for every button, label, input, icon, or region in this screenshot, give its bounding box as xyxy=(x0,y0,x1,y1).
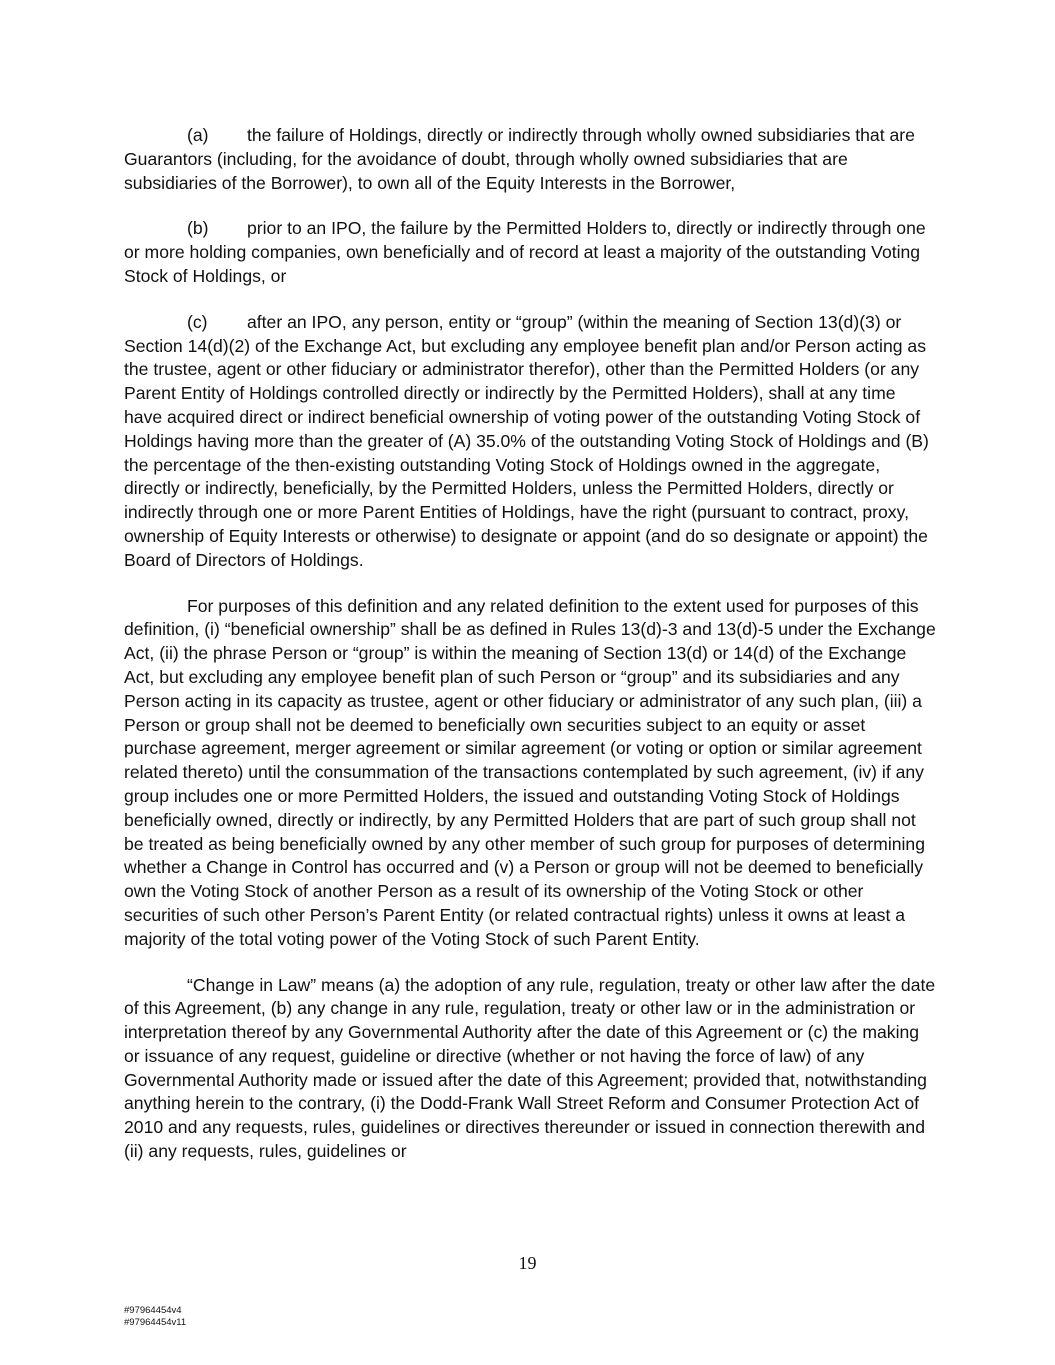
doc-id-1: #97964454v4 xyxy=(124,1305,182,1316)
document-body xyxy=(124,124,936,1186)
paragraph-item-c xyxy=(124,311,936,573)
item-text-a: the failure of Holdings, directly or indirectly through wholly owned subsidiaries that are Guarantors (including, for the avoidance of doubt, through wholly owned subsidiaries that are subsidiaries of the Borrower), to own all of the Equity Interests in the Borrower, xyxy=(124,125,915,193)
item-text-c: after an IPO, any person, entity or “group” (within the meaning of Section 13(d)(3) or Section 14(d)(2) of the Exchange Act, but excluding any employee benefit plan and/or Person acting as the trustee, agent or other fiduciary or administrator therefor), other than the Permitted Holders (or any Parent Entity of Holdings controlled directly or indirectly by the Permitted Holders), shall at any time have acquired direct or indirect beneficial ownership of voting power of the outstanding Voting Stock of Holdings having more than the greater of (A) 35.0% of the outstanding Voting Stock of Holdings and (B) the percentage of the then-existing outstanding Voting Stock of Holdings owned in the aggregate, directly or indirectly, beneficially, by the Permitted Holders, unless the Permitted Holders, directly or indirectly through one or more Parent Entities of Holdings, have the right (pursuant to contract, proxy, ownership of Equity Interests or otherwise) to designate or appoint (and do so designate or appoint) the Board of Directors of Holdings. xyxy=(124,311,929,570)
page-number: 19 xyxy=(518,1253,537,1273)
item-marker-b: (b) xyxy=(187,218,209,239)
document-ids xyxy=(124,1305,186,1329)
paragraph-item-a xyxy=(124,124,936,195)
item-marker-c: (c) xyxy=(187,311,208,332)
paragraph-change-in-law: “Change in Law” means (a) the adoption of any rule, regulation, treaty or other law after the date of this Agreement, (b) any change in any rule, regulation, treaty or other law or in the administration or interpretation thereof by any Governmental Authority after the date of this Agreement or (c) the making or issuance of any request, guideline or directive (whether or not having the force of law) of any Governmental Authority made or issued after the date of this Agreement; provided that, notwithstanding anything herein to the contrary, (i) the Dodd-Frank Wall Street Reform and Consumer Protection Act of 2010 and any requests, rules, guidelines or directives thereunder or issued in connection therewith and (ii) any requests, rules, guidelines or xyxy=(124,974,936,1162)
paragraph-item-b xyxy=(124,217,936,288)
item-text-b: prior to an IPO, the failure by the Permitted Holders to, directly or indirectly through one or more holding companies, own beneficially and of record at least a majority of the outstanding Voting Stock of Holdings, or xyxy=(124,218,926,286)
item-marker-a: (a) xyxy=(187,125,209,145)
doc-id-2: #97964454v11 xyxy=(124,1317,187,1328)
paragraph-purposes: For purposes of this definition and any related definition to the extent used for purposes of this definition, (i) “beneficial ownership” shall be as defined in Rules 13(d)-3 and 13(d)-5 under the Exchange Act, (ii) the phrase Person or “group” is within the meaning of Section 13(d) or 14(d) of the Exchange Act, but excluding any employee benefit plan of such Person or “group” and its subsidiaries and any Person acting in its capacity as trustee, agent or other fiduciary or administrator of any such plan, (iii) a Person or group shall not be deemed to beneficially own securities subject to an equity or asset purchase agreement, merger agreement or similar agreement (or voting or option or similar agreement related thereto) until the consummation of the transactions contemplated by such agreement, (iv) if any group includes one or more Permitted Holders, the issued and outstanding Voting Stock of Holdings beneficially owned, directly or indirectly, by any Permitted Holders that are part of such group shall not be treated as being beneficially owned by any other member of such group for purposes of determining whether a Change in Control has occurred and (v) a Person or group will not be deemed to beneficially own the Voting Stock of another Person as a result of its ownership of the Voting Stock or other securities of such other Person’s Parent Entity (or related contractual rights) unless it owns at least a majority of the total voting power of the Voting Stock of such Parent Entity. xyxy=(124,595,936,949)
